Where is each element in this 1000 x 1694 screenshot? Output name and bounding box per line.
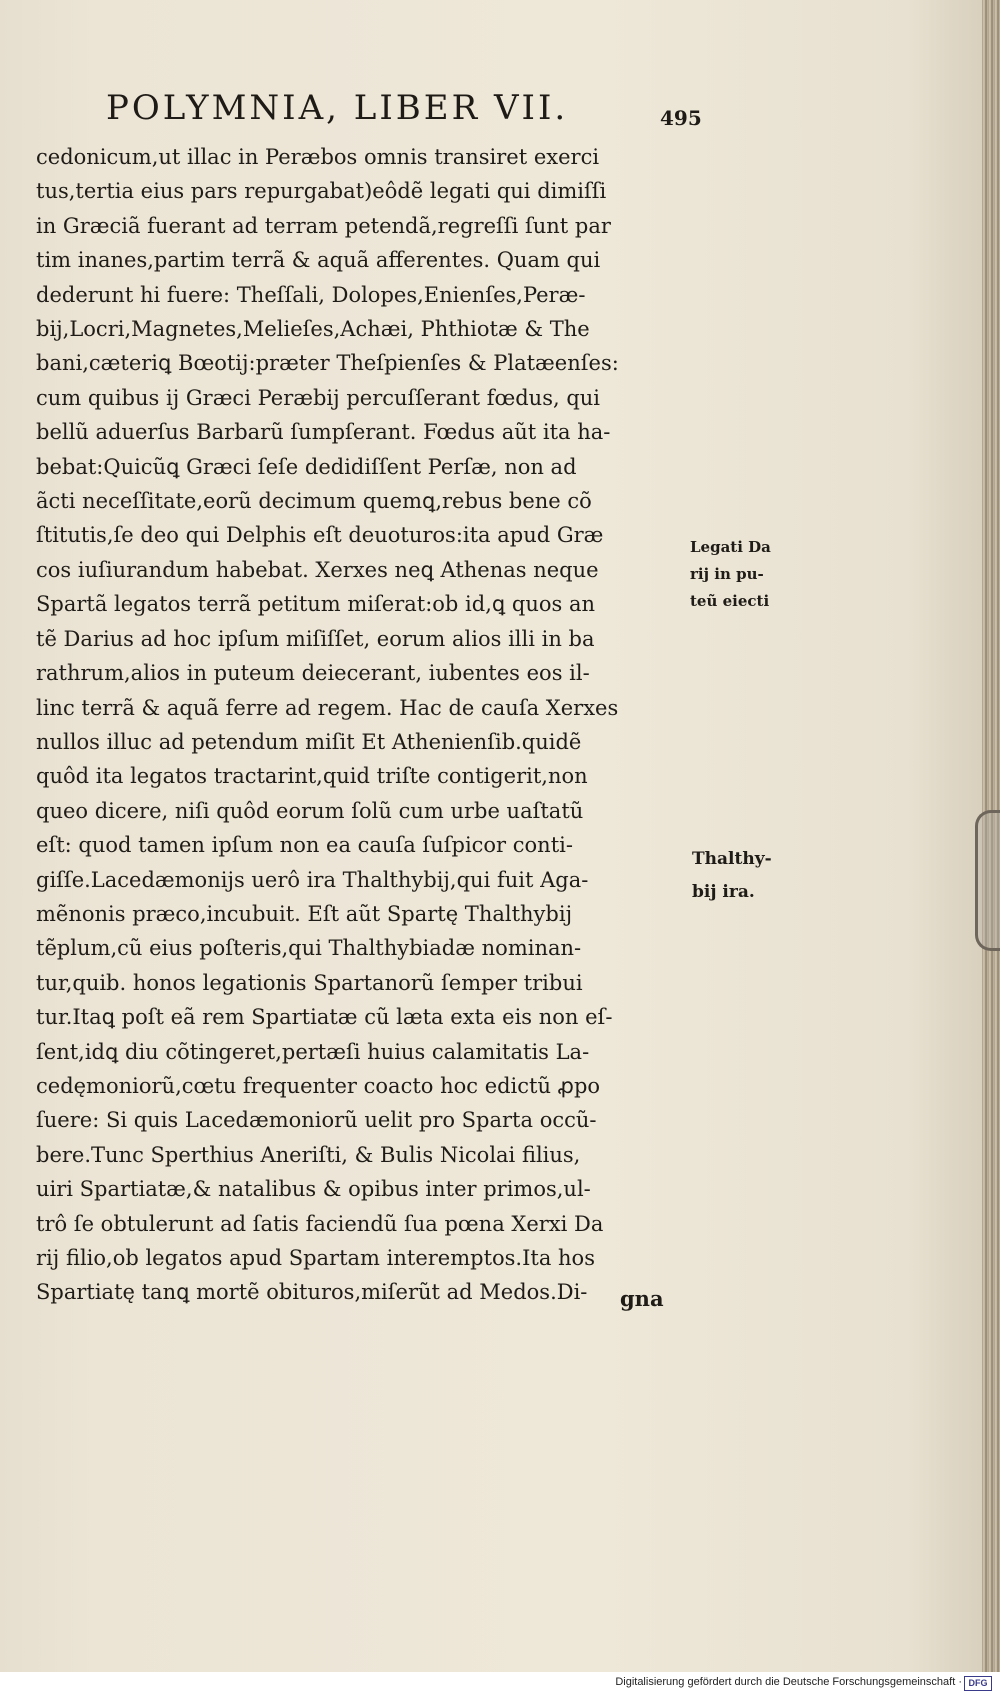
text-line: bebat:Quicũꝗ Græci ſeſe dedidiſſent Perſæ, non ad (36, 454, 577, 479)
margin-note-line: bij ira. (692, 882, 755, 902)
text-line: bani,cæteriꝗ Bœotij:præter Theſpienſes & Platæenſes: (36, 351, 619, 376)
margin-note-line: Legati Da (690, 538, 771, 556)
text-line: trô ſe obtulerunt ad ſatis faciendũ ſua pœna Xerxi Da (36, 1211, 604, 1236)
text-line: cos iuſiurandum habebat. Xerxes neꝗ Athenas neque (36, 557, 599, 582)
text-line: giſſe.Lacedæmonijs uerô ira Thalthybij,qui fuit Aga- (36, 867, 589, 892)
text-line: bere.Tunc Sperthius Aneriſti, & Bulis Nicolai filius, (36, 1142, 581, 1167)
text-line: tẽplum,cũ eius poſteris,qui Thalthybiadæ nominan- (36, 936, 582, 961)
text-line: dederunt hi fuere: Theſſali, Dolopes,Enienſes,Peræ- (36, 282, 586, 307)
text-line: eſt: quod tamen ipſum non ea cauſa ſuſpicor conti- (36, 833, 573, 858)
text-line: bij,Locri,Magnetes,Melieſes,Achæi, Phthiotæ & The (36, 317, 590, 342)
margin-note-line: teũ eiecti (690, 592, 770, 610)
text-line: Spartiatę tanꝗ mortẽ obituros,miſerũt ad Medos.Di- (36, 1280, 588, 1305)
text-line: tur,quib. honos legationis Spartanorũ ſemper tribui (36, 970, 583, 995)
text-line: tur.Itaꝗ poſt eã rem Spartiatæ cũ læta exta eis non eſ- (36, 1005, 613, 1030)
main-text-block (36, 140, 701, 1310)
text-line: linc terrã & aquã ferre ad regem. Hac de cauſa Xerxes (36, 695, 619, 720)
margin-note-line: rij in pu- (690, 565, 764, 583)
margin-note-line: Thalthy- (692, 849, 772, 869)
text-line: bellũ aduerſus Barbarũ ſumpſerant. Fœdus aũt ita ha- (36, 420, 611, 445)
text-line: ſtitutis,ſe deo qui Delphis eſt deuoturos:ita apud Græ (36, 523, 604, 548)
text-line: tim inanes,partim terrã & aquã afferentes. Quam qui (36, 248, 601, 273)
text-line: tus,tertia eius pars repurgabat)eôdẽ legati qui dimiſſi (36, 179, 607, 204)
margin-note-legati (690, 534, 771, 615)
page-number: 495 (660, 106, 702, 130)
text-line: quôd ita legatos tractarint,quid triſte contigerit,non (36, 764, 588, 789)
text-line: ſuere: Si quis Lacedæmoniorũ uelit pro Sparta occũ- (36, 1108, 597, 1133)
margin-note-thalthybij (692, 843, 772, 909)
footer-bar (0, 1672, 1000, 1694)
dfg-logo: DFG (964, 1676, 992, 1691)
running-title: POLYMNIA, LIBER VII. (106, 88, 569, 128)
text-line: Spartã legatos terrã petitum miſerat:ob id,ꝗ quos an (36, 592, 595, 617)
page-clip (975, 810, 1000, 951)
text-line: rathrum,alios in puteum deiecerant, iubentes eos il- (36, 661, 590, 686)
text-line: uiri Spartiatæ,& natalibus & opibus inter primos,ul- (36, 1177, 591, 1202)
text-line: cedonicum,ut illac in Peræbos omnis transiret exerci (36, 145, 600, 169)
text-line: tẽ Darius ad hoc ipſum miſiſſet, eorum alios illi in ba (36, 626, 595, 651)
text-line: rij filio,ob legatos apud Spartam interemptos.Ita hos (36, 1246, 595, 1270)
text-line: ſent,idꝗ diu cõtingeret,pertæſi huius calamitatis La- (36, 1039, 590, 1064)
text-line: nullos illuc ad petendum miſit Et Athenienſib.quidẽ (36, 729, 582, 754)
text-line: in Græciã fuerant ad terram petendã,regreſſi ſunt par (36, 213, 611, 238)
text-line: cum quibus ij Græci Peræbij percuſſerant fœdus, qui (36, 385, 601, 410)
catchword: gna (620, 1286, 664, 1311)
text-line: mẽnonis præco,incubuit. Eſt aũt Spartę Thalthybij (36, 901, 573, 926)
digitization-credit: Digitalisierung gefördert durch die Deutsche Forschungsgemeinschaft · (615, 1676, 962, 1688)
text-line: queo dicere, niſi quôd eorum ſolũ cum urbe uaſtatũ (36, 798, 584, 823)
text-line: cedęmoniorũ,cœtu frequenter coacto hoc edictũ ꝓpo (36, 1073, 601, 1098)
text-line: ãcti neceſſitate,eorũ decimum quemꝗ,rebus bene cõ (36, 489, 592, 514)
